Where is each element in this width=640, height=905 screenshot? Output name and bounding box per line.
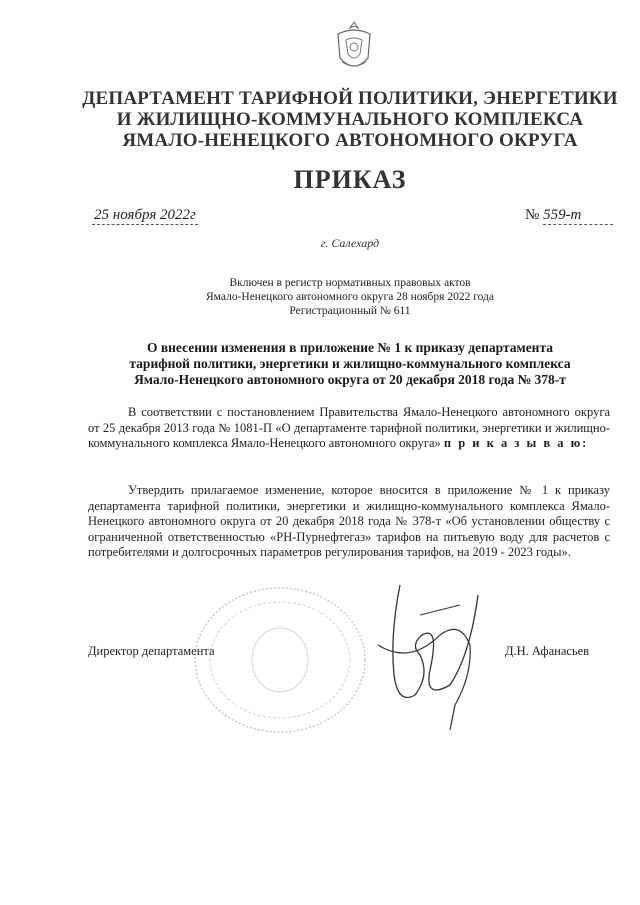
seal-stamp (180, 580, 380, 740)
number-label: № (525, 207, 540, 223)
order-date (92, 207, 198, 225)
handwritten-number: 559-т (543, 207, 613, 225)
document-type: ПРИКАЗ (293, 165, 407, 194)
order-verb: п р и к а з ы в а ю: (443, 436, 589, 450)
city: г. Салехард (320, 236, 380, 250)
preamble-paragraph (88, 405, 610, 452)
title-line: О внесении изменения в приложение № 1 к приказу департамента (146, 340, 554, 355)
title-line: Ямало-Ненецкого автономного округа от 20 декабря 2018 года № 378-т (134, 372, 566, 387)
registry-note (150, 276, 550, 318)
department-line: ЯМАЛО-НЕНЕЦКОГО АВТОНОМНОГО ОКРУГА (122, 130, 578, 151)
signatory-name: Д.Н. Афанасьев (505, 644, 590, 658)
department-line: ДЕПАРТАМЕНТ ТАРИФНОЙ ПОЛИТИКИ, ЭНЕРГЕТИКИ (82, 88, 618, 109)
handwritten-date: 25 ноября 2022г (94, 207, 196, 223)
handwritten-signature (360, 575, 500, 735)
coat-of-arms-icon (332, 18, 376, 78)
order-number (525, 207, 613, 225)
registry-line: Регистрационный № 611 (289, 305, 411, 317)
order-title (80, 340, 620, 388)
registry-line: Ямало-Ненецкого автономного округа 28 ноября 2022 года (206, 291, 494, 303)
signatory-position: Директор департамента (88, 644, 215, 658)
preamble-text: В соответствии с постановлением Правительства Ямало-Ненецкого автономного округа от 25 декабря 2013 года № 1081-П «О департаменте тарифной политики, энергетики и жилищно-коммунального комплекса Ямало-Ненецкого автономного округа» (88, 405, 610, 450)
order-paragraph: Утвердить прилагаемое изменение, которое вносится в приложение № 1 к приказу департамента тарифной политики, энергетики и жилищно-коммунального комплекса Ямало-Ненецкого автономного округа от 20 декабря 2018 года № 378-т «Об установлении обществу с ограниченной ответственностью «РН-Пурнефтегаз» тарифов на питьевую воду для расчетов с потребителями и долгосрочных параметров регулирования тарифов, на 2019 - 2023 годы». (88, 483, 610, 559)
department-line: И ЖИЛИЩНО-КОММУНАЛЬНОГО КОМПЛЕКСА (116, 109, 584, 130)
title-line: тарифной политики, энергетики и жилищно-коммунального комплекса (129, 356, 571, 371)
registry-line: Включен в регистр нормативных правовых актов (229, 277, 471, 289)
department-name (40, 88, 640, 151)
